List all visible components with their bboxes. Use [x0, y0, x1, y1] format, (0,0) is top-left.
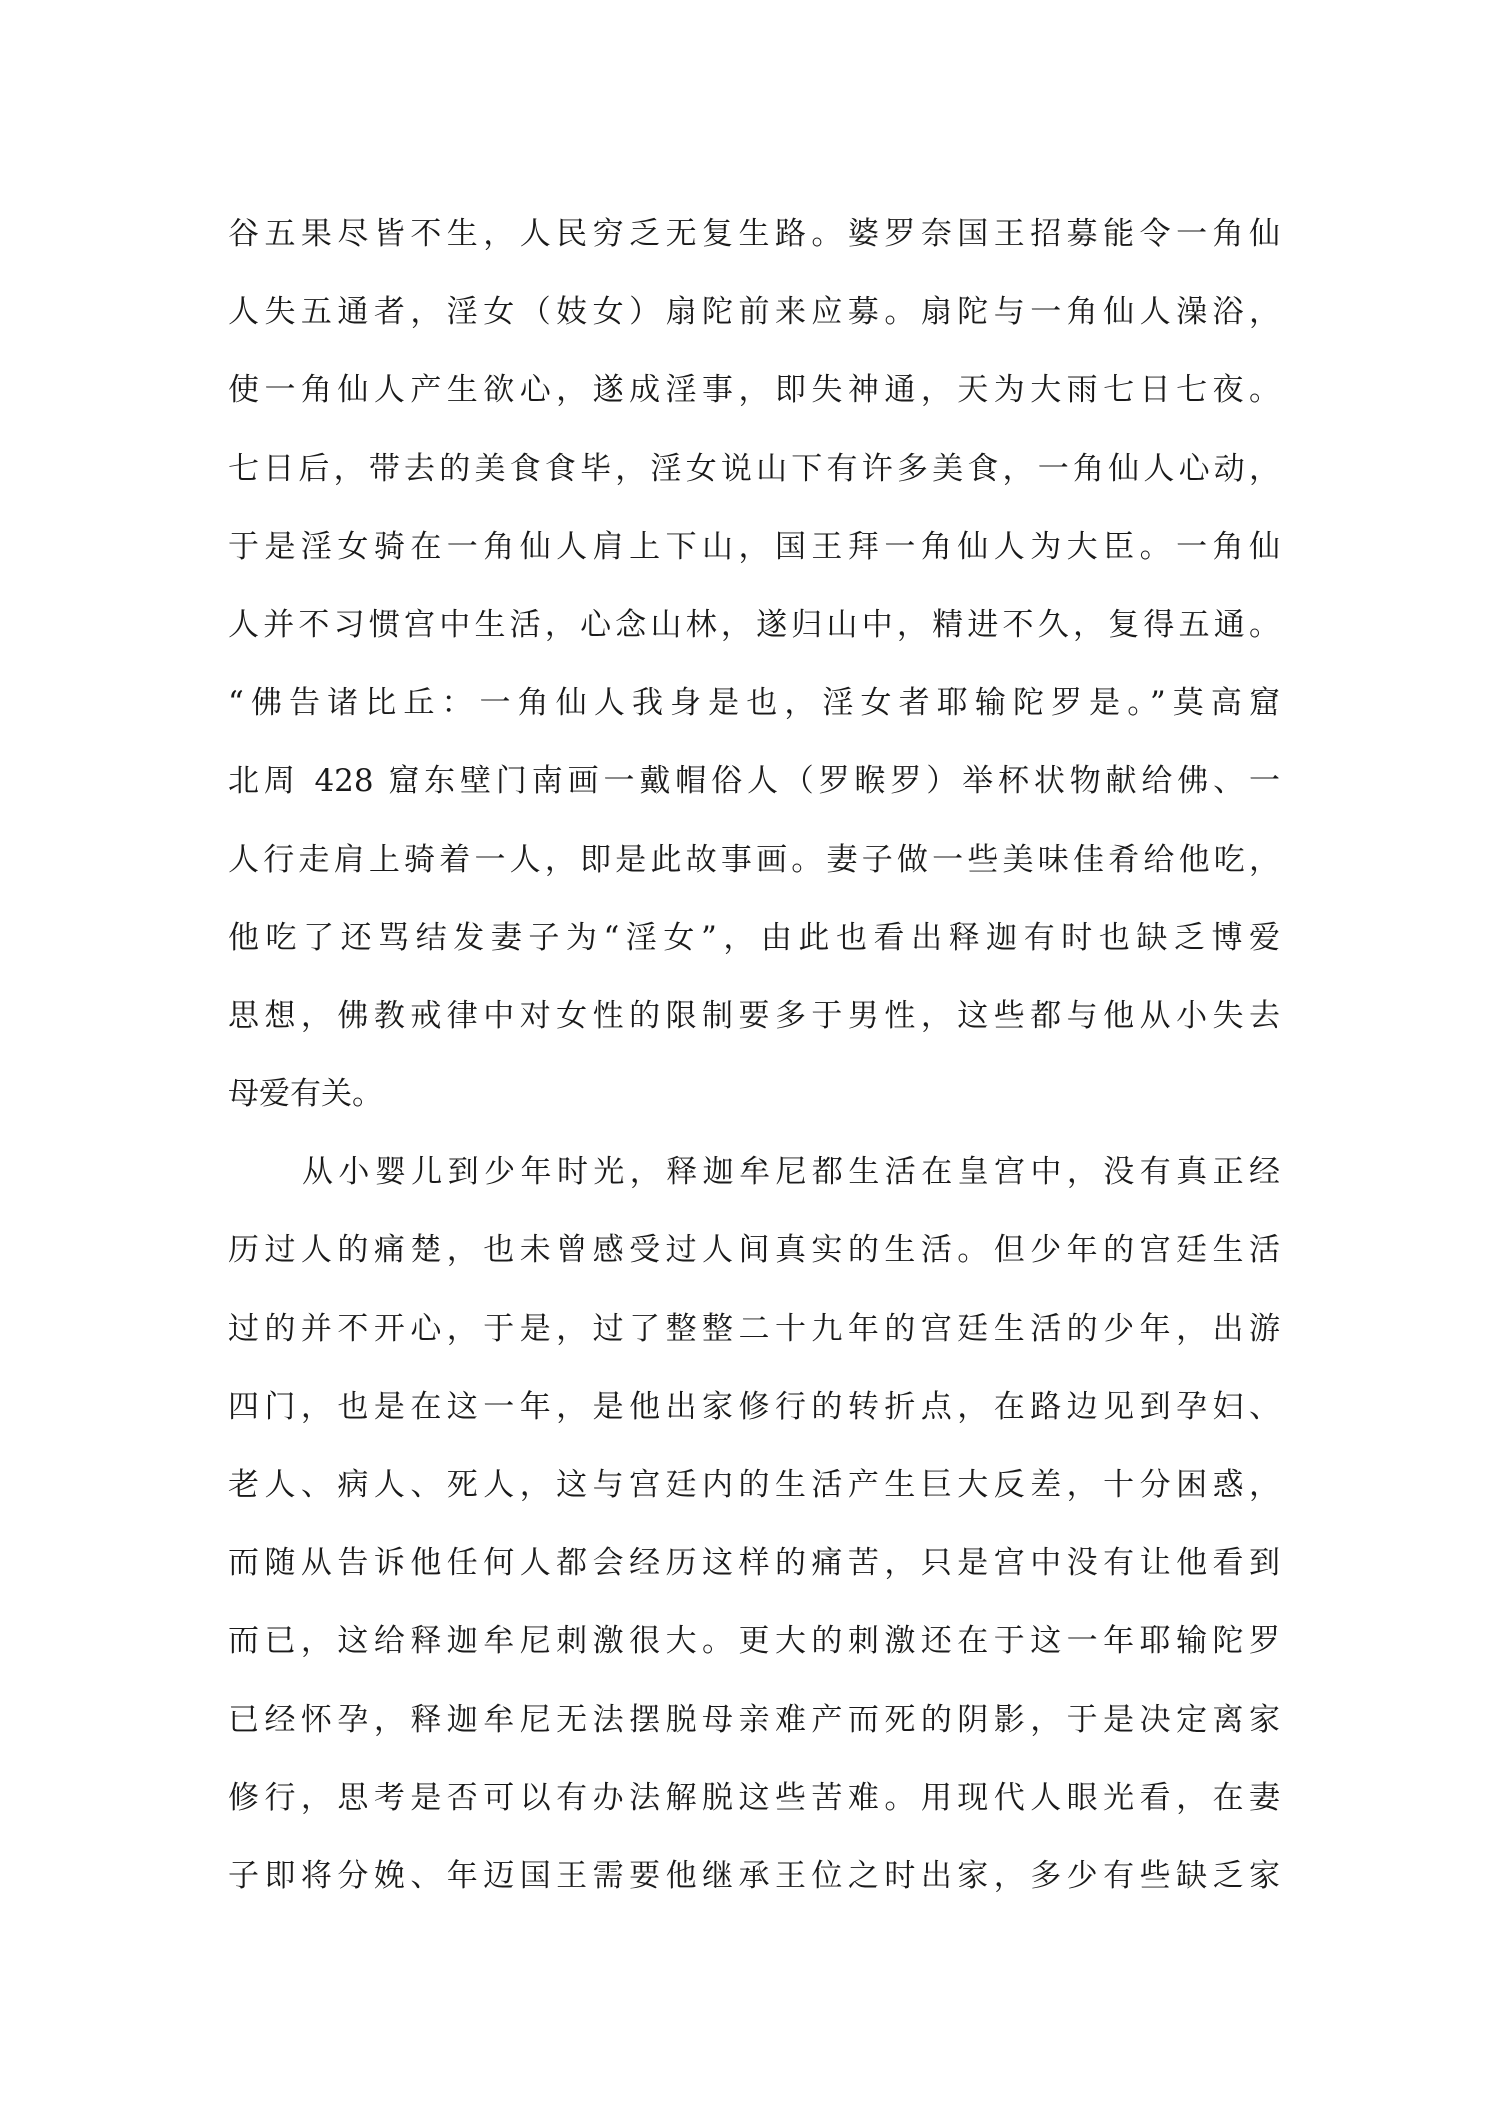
- text-line: “佛告诸比丘：一角仙人我身是也，淫女者耶输陀罗是。”莫高窟: [228, 685, 1280, 722]
- text-line: 已经怀孕，释迦牟尼无法摆脱母亲难产而死的阴影，于是决定离家: [228, 1701, 1280, 1738]
- text-line: 七日后，带去的美食食毕，淫女说山下有许多美食，一角仙人心动，: [228, 450, 1280, 487]
- paragraph-2: [228, 1133, 1280, 1915]
- text-line: 而已，这给释迦牟尼刺激很大。更大的刺激还在于这一年耶输陀罗: [228, 1623, 1280, 1660]
- text-line: 母爱有关。: [228, 1076, 383, 1113]
- text-line: 修行，思考是否可以有办法解脱这些苦难。用现代人眼光看，在妻: [228, 1779, 1280, 1816]
- text-line: 思想，佛教戒律中对女性的限制要多于男性，这些都与他从小失去: [228, 997, 1280, 1034]
- text-line: 从小婴儿到少年时光，释迦牟尼都生活在皇宫中，没有真正经: [302, 1154, 1280, 1191]
- text-line: 北周 428 窟东壁门南画一戴帽俗人（罗睺罗）举杯状物献给佛、一: [228, 763, 1280, 800]
- text-line: 人行走肩上骑着一人，即是此故事画。妻子做一些美味佳肴给他吃，: [228, 841, 1280, 878]
- text-line: 历过人的痛楚，也未曾感受过人间真实的生活。但少年的宫廷生活: [228, 1232, 1280, 1269]
- text-line: 四门，也是在这一年，是他出家修行的转折点，在路边见到孕妇、: [228, 1388, 1280, 1425]
- text-line: 过的并不开心，于是，过了整整二十九年的宫廷生活的少年，出游: [228, 1310, 1280, 1347]
- text-line: 而随从告诉他任何人都会经历这样的痛苦，只是宫中没有让他看到: [228, 1545, 1280, 1582]
- text-line: 他吃了还骂结发妻子为“淫女”，由此也看出释迦有时也缺乏博爱: [228, 919, 1280, 956]
- paragraph-1: [228, 195, 1280, 1133]
- text-line: 使一角仙人产生欲心，遂成淫事，即失神通，天为大雨七日七夜。: [228, 372, 1280, 409]
- body-text: [228, 195, 1280, 1915]
- text-line: 人失五通者，淫女（妓女）扇陀前来应募。扇陀与一角仙人澡浴，: [228, 294, 1280, 331]
- text-line: 于是淫女骑在一角仙人肩上下山，国王拜一角仙人为大臣。一角仙: [228, 528, 1280, 565]
- text-line: 谷五果尽皆不生，人民穷乏无复生路。婆罗奈国王招募能令一角仙: [228, 216, 1280, 252]
- text-line: 老人、病人、死人，这与宫廷内的生活产生巨大反差，十分困惑，: [228, 1467, 1280, 1503]
- text-line: 人并不习惯宫中生活，心念山林，遂归山中，精进不久，复得五通。: [228, 606, 1280, 643]
- text-line: 子即将分娩、年迈国王需要他继承王位之时出家，多少有些缺乏家: [228, 1857, 1280, 1894]
